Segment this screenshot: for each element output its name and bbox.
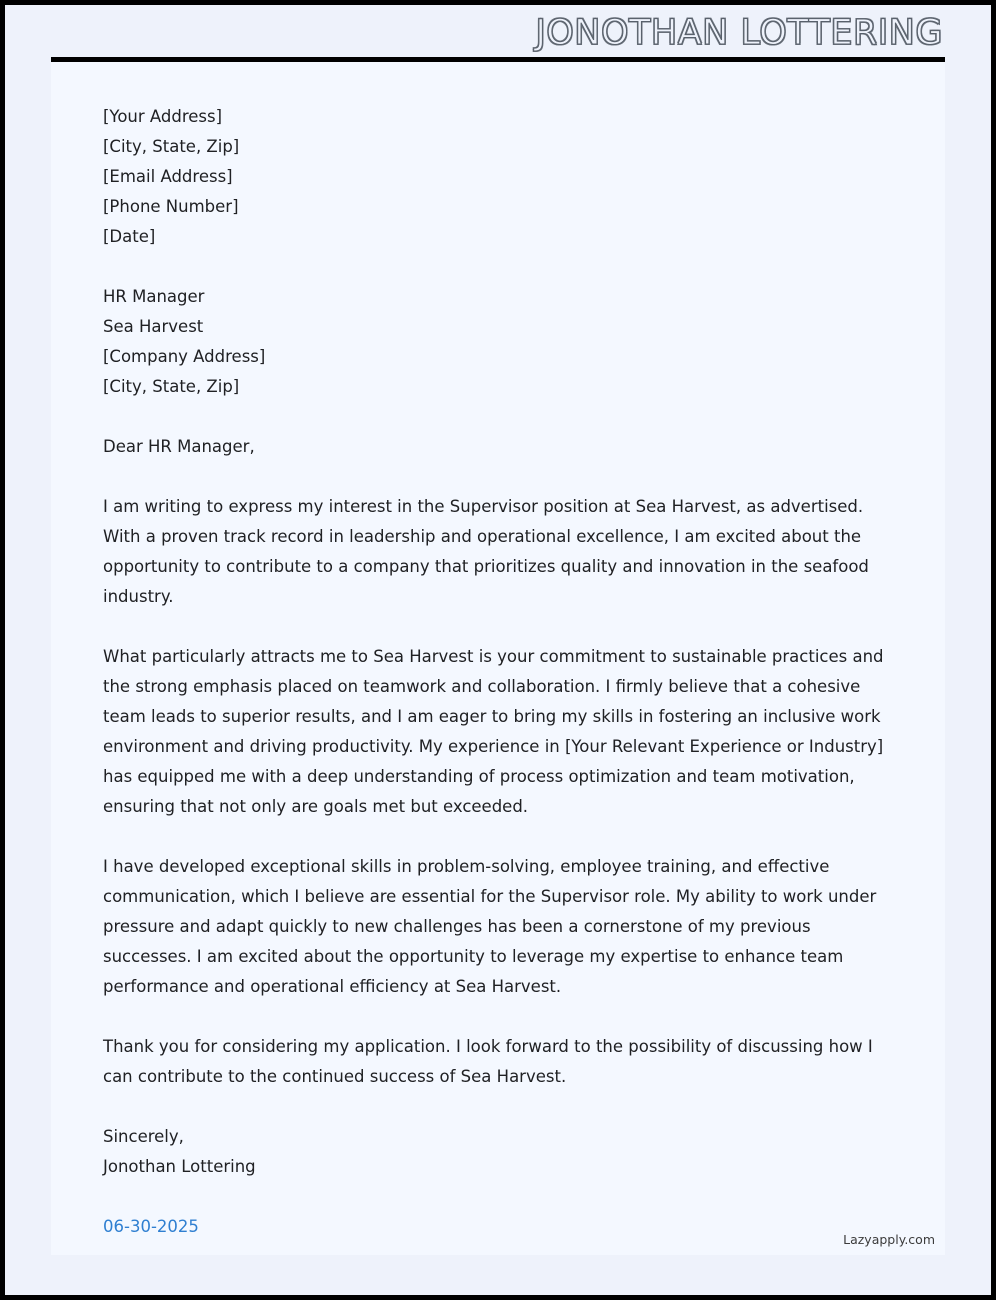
recipient-address-block (103, 282, 895, 402)
date-link[interactable]: 06-30-2025 (103, 1217, 199, 1236)
sender-address-line: [Email Address] (103, 167, 233, 186)
sender-address-line: [Date] (103, 227, 156, 246)
signature-name: Jonothan Lottering (103, 1157, 256, 1176)
salutation: Dear HR Manager, (103, 437, 255, 456)
cover-letter-sheet (51, 57, 945, 1255)
letter-paragraph: I have developed exceptional skills in problem-solving, employee training, and effective communication, which I believe are essential for the Supervisor role. My ability to work under pressure and adapt quickly to new challenges has been a cornerstone of my previous successes. I am excited about the opportunity to leverage my expertise to enhance team performance and operational efficiency at Sea Harvest. (103, 857, 877, 996)
sender-address-line: [City, State, Zip] (103, 137, 240, 156)
recipient-address-line: [City, State, Zip] (103, 377, 240, 396)
letter-paragraph: I am writing to express my interest in the Supervisor position at Sea Harvest, as advertised. With a proven track record in leadership and operational excellence, I am excited about the opportunity to contribute to a company that prioritizes quality and innovation in the seafood industry. (103, 497, 869, 606)
signature-block (103, 1122, 895, 1242)
recipient-address-line: [Company Address] (103, 347, 266, 366)
footer-brand: Lazyapply.com (843, 1232, 935, 1247)
closing-line: Sincerely, (103, 1127, 184, 1146)
sender-address-block (103, 102, 895, 252)
recipient-address-line: Sea Harvest (103, 317, 204, 336)
letter-paragraph: What particularly attracts me to Sea Harvest is your commitment to sustainable practices and the strong emphasis placed on teamwork and collaboration. I firmly believe that a cohesive team leads to superior results, and I am eager to bring my skills in fostering an inclusive work environment and driving productivity. My experience in [Your Relevant Experience or Industry] has equipped me with a deep understanding of process optimization and team motivation, ensuring that not only are goals met but exceeded. (103, 647, 884, 816)
page-title: JONOTHAN LOTTERING (535, 13, 943, 53)
document-header (5, 5, 991, 53)
letter-paragraph: Thank you for considering my application. I look forward to the possibility of discussing how I can contribute to the continued success of Sea Harvest. (103, 1037, 873, 1086)
cover-letter-body (103, 102, 895, 1242)
recipient-address-line: HR Manager (103, 287, 205, 306)
sender-address-line: [Phone Number] (103, 197, 239, 216)
sender-address-line: [Your Address] (103, 107, 223, 126)
